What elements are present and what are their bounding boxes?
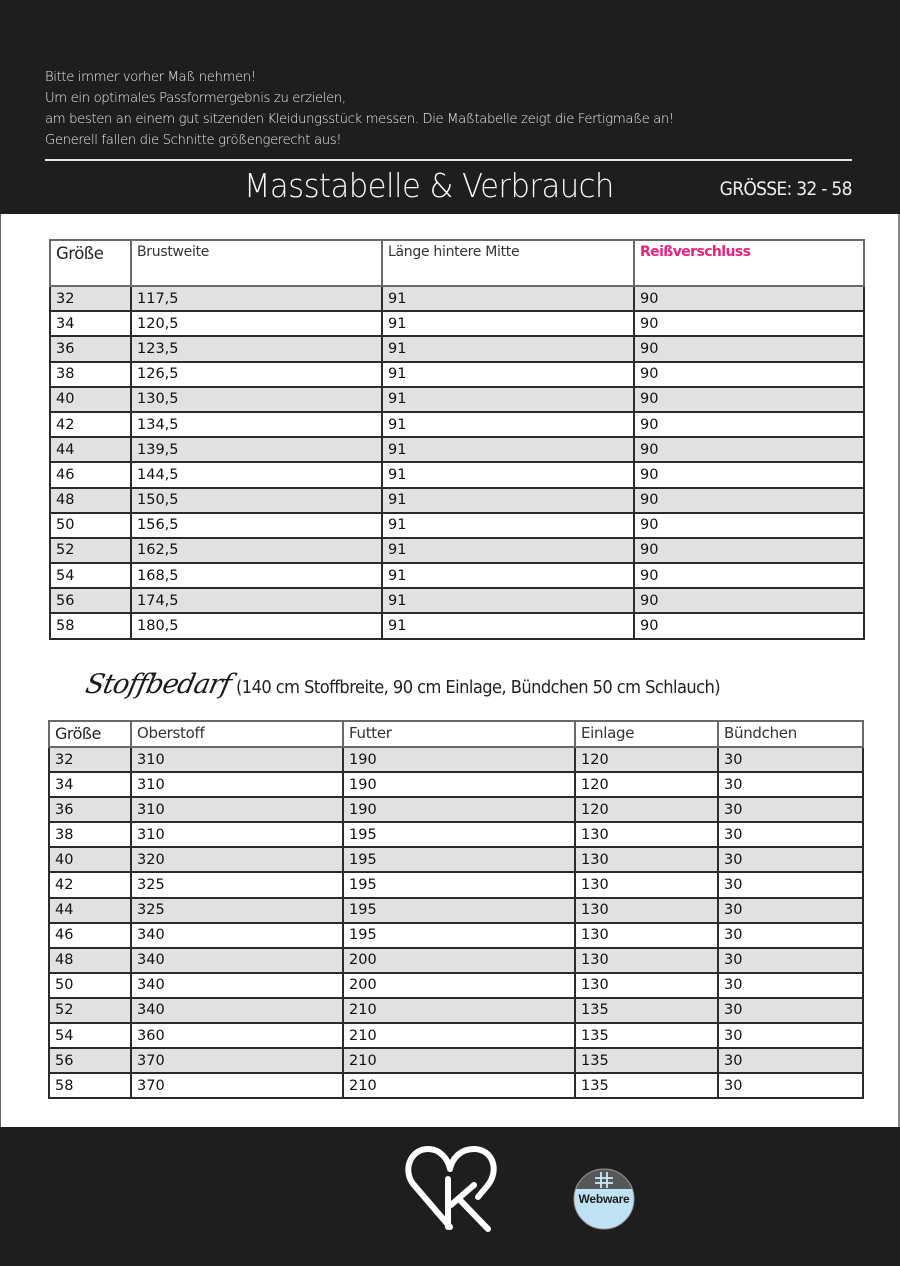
cell-outer-fabric: 360 [131, 1023, 343, 1048]
size-range: GRÖSSE: 32 - 58 [719, 178, 852, 200]
cell-zipper: 90 [634, 462, 864, 487]
table-row [49, 923, 863, 948]
measurement-table-body [50, 286, 864, 639]
cell-outer-fabric: 320 [131, 847, 343, 872]
cell-size: 36 [50, 336, 131, 361]
cell-back-length: 91 [382, 336, 634, 361]
cell-zipper: 90 [634, 437, 864, 462]
cell-zipper: 90 [634, 387, 864, 412]
table-row [50, 538, 864, 563]
table-row [49, 747, 863, 772]
intro-line: Um ein optimales Passformergebnis zu erzielen, [45, 91, 346, 106]
table-row [49, 1073, 863, 1098]
page-title: Masstabelle & Verbrauch [244, 166, 614, 205]
table-row [50, 311, 864, 336]
measurement-table [49, 239, 865, 640]
cell-zipper: 90 [634, 286, 864, 311]
cell-size: 48 [49, 948, 131, 973]
cell-size: 42 [49, 872, 131, 897]
table-row [50, 613, 864, 638]
cell-lining: 195 [343, 923, 575, 948]
cell-back-length: 91 [382, 437, 634, 462]
cell-interfacing: 130 [575, 822, 718, 847]
cell-size: 58 [49, 1073, 131, 1098]
cell-interfacing: 130 [575, 923, 718, 948]
intro-text [45, 67, 805, 151]
cell-cuffs: 30 [718, 872, 863, 897]
cell-zipper: 90 [634, 488, 864, 513]
heart-k-logo-icon [404, 1143, 500, 1235]
cell-chest: 130,5 [131, 387, 382, 412]
table-row [50, 462, 864, 487]
cell-back-length: 91 [382, 613, 634, 638]
header-banner [0, 0, 900, 214]
cell-size: 44 [50, 437, 131, 462]
cell-size: 32 [50, 286, 131, 311]
cell-outer-fabric: 325 [131, 872, 343, 897]
fabric-heading-note: (140 cm Stoffbreite, 90 cm Einlage, Bündchen 50 cm Schlauch) [236, 678, 721, 698]
cell-lining: 195 [343, 872, 575, 897]
webware-badge-label: Webware [578, 1192, 630, 1206]
column-header-zipper: Reißverschluss [634, 240, 864, 286]
cell-back-length: 91 [382, 513, 634, 538]
cell-chest: 168,5 [131, 563, 382, 588]
cell-size: 52 [49, 998, 131, 1023]
cell-outer-fabric: 340 [131, 973, 343, 998]
cell-cuffs: 30 [718, 998, 863, 1023]
cell-chest: 120,5 [131, 311, 382, 336]
cell-chest: 150,5 [131, 488, 382, 513]
cell-interfacing: 130 [575, 973, 718, 998]
cell-outer-fabric: 370 [131, 1048, 343, 1073]
table-row [49, 973, 863, 998]
cell-back-length: 91 [382, 563, 634, 588]
cell-lining: 195 [343, 847, 575, 872]
column-header-size: Größe [49, 721, 131, 747]
cell-interfacing: 130 [575, 872, 718, 897]
cell-back-length: 91 [382, 286, 634, 311]
table-row [49, 822, 863, 847]
cell-chest: 139,5 [131, 437, 382, 462]
cell-chest: 180,5 [131, 613, 382, 638]
cell-size: 38 [49, 822, 131, 847]
cell-cuffs: 30 [718, 822, 863, 847]
cell-outer-fabric: 310 [131, 797, 343, 822]
cell-interfacing: 135 [575, 1048, 718, 1073]
table-row [50, 488, 864, 513]
cell-interfacing: 120 [575, 772, 718, 797]
cell-size: 32 [49, 747, 131, 772]
cell-outer-fabric: 325 [131, 898, 343, 923]
column-header-back-length: Länge hintere Mitte [382, 240, 634, 286]
cell-zipper: 90 [634, 311, 864, 336]
cell-outer-fabric: 310 [131, 747, 343, 772]
cell-size: 40 [49, 847, 131, 872]
column-header-outer-fabric: Oberstoff [131, 721, 343, 747]
cell-interfacing: 135 [575, 998, 718, 1023]
cell-interfacing: 135 [575, 1073, 718, 1098]
cell-lining: 190 [343, 747, 575, 772]
cell-interfacing: 130 [575, 847, 718, 872]
cell-interfacing: 135 [575, 1023, 718, 1048]
cell-back-length: 91 [382, 412, 634, 437]
cell-lining: 210 [343, 998, 575, 1023]
column-header-chest: Brustweite [131, 240, 382, 286]
cell-size: 52 [50, 538, 131, 563]
cell-size: 56 [49, 1048, 131, 1073]
cell-cuffs: 30 [718, 1073, 863, 1098]
fabric-heading-script: Stoffbedarf [82, 669, 234, 700]
cell-size: 34 [50, 311, 131, 336]
cell-back-length: 91 [382, 387, 634, 412]
table-row [49, 948, 863, 973]
table-row [49, 847, 863, 872]
cell-back-length: 91 [382, 538, 634, 563]
intro-line: am besten an einem gut sitzenden Kleidungsstück messen. Die Maßtabelle zeigt die Fertigmaße an! [45, 112, 674, 127]
column-header-cuffs: Bündchen [718, 721, 863, 747]
table-header-row [50, 240, 864, 286]
table-row [50, 286, 864, 311]
column-header-lining: Futter [343, 721, 575, 747]
cell-size: 58 [50, 613, 131, 638]
cell-size: 54 [50, 563, 131, 588]
cell-chest: 162,5 [131, 538, 382, 563]
cell-size: 36 [49, 797, 131, 822]
table-row [49, 872, 863, 897]
cell-back-length: 91 [382, 588, 634, 613]
cell-size: 40 [50, 387, 131, 412]
header-divider [45, 159, 852, 161]
cell-cuffs: 30 [718, 1023, 863, 1048]
cell-cuffs: 30 [718, 747, 863, 772]
fabric-table [48, 720, 864, 1099]
cell-zipper: 90 [634, 613, 864, 638]
cell-outer-fabric: 310 [131, 822, 343, 847]
cell-outer-fabric: 340 [131, 998, 343, 1023]
cell-cuffs: 30 [718, 772, 863, 797]
cell-size: 50 [49, 973, 131, 998]
cell-size: 46 [50, 462, 131, 487]
fabric-section-heading [82, 669, 757, 700]
cell-size: 42 [50, 412, 131, 437]
cell-back-length: 91 [382, 362, 634, 387]
cell-back-length: 91 [382, 462, 634, 487]
cell-size: 38 [50, 362, 131, 387]
table-row [49, 1023, 863, 1048]
cell-lining: 210 [343, 1023, 575, 1048]
table-row [49, 898, 863, 923]
cell-lining: 210 [343, 1073, 575, 1098]
cell-interfacing: 130 [575, 948, 718, 973]
table-row [50, 362, 864, 387]
cell-lining: 210 [343, 1048, 575, 1073]
cell-chest: 134,5 [131, 412, 382, 437]
table-row [49, 772, 863, 797]
cell-back-length: 91 [382, 488, 634, 513]
fabric-table-body [49, 747, 863, 1098]
table-row [50, 513, 864, 538]
cell-outer-fabric: 340 [131, 948, 343, 973]
cell-lining: 200 [343, 948, 575, 973]
cell-size: 44 [49, 898, 131, 923]
table-row [50, 387, 864, 412]
cell-cuffs: 30 [718, 973, 863, 998]
cell-cuffs: 30 [718, 847, 863, 872]
cell-zipper: 90 [634, 362, 864, 387]
cell-cuffs: 30 [718, 923, 863, 948]
table-row [50, 336, 864, 361]
cell-chest: 156,5 [131, 513, 382, 538]
table-row [50, 563, 864, 588]
cell-chest: 144,5 [131, 462, 382, 487]
column-header-interfacing: Einlage [575, 721, 718, 747]
cell-interfacing: 130 [575, 898, 718, 923]
cell-cuffs: 30 [718, 797, 863, 822]
table-row [50, 412, 864, 437]
cell-chest: 126,5 [131, 362, 382, 387]
table-row [49, 998, 863, 1023]
table-row [50, 437, 864, 462]
cell-lining: 195 [343, 898, 575, 923]
table-row [49, 1048, 863, 1073]
cell-zipper: 90 [634, 538, 864, 563]
cell-size: 48 [50, 488, 131, 513]
table-header-row [49, 721, 863, 747]
column-header-size: Größe [50, 240, 131, 286]
cell-back-length: 91 [382, 311, 634, 336]
cell-interfacing: 120 [575, 797, 718, 822]
intro-line: Bitte immer vorher Maß nehmen! [45, 70, 256, 85]
cell-zipper: 90 [634, 563, 864, 588]
cell-size: 34 [49, 772, 131, 797]
cell-lining: 190 [343, 772, 575, 797]
cell-chest: 117,5 [131, 286, 382, 311]
cell-chest: 123,5 [131, 336, 382, 361]
cell-outer-fabric: 310 [131, 772, 343, 797]
cell-lining: 195 [343, 822, 575, 847]
cell-size: 56 [50, 588, 131, 613]
cell-zipper: 90 [634, 336, 864, 361]
cell-interfacing: 120 [575, 747, 718, 772]
cell-cuffs: 30 [718, 1048, 863, 1073]
cell-zipper: 90 [634, 412, 864, 437]
cell-outer-fabric: 370 [131, 1073, 343, 1098]
cell-chest: 174,5 [131, 588, 382, 613]
cell-size: 46 [49, 923, 131, 948]
intro-line: Generell fallen die Schnitte größengerecht aus! [45, 133, 342, 148]
cell-cuffs: 30 [718, 948, 863, 973]
cell-outer-fabric: 340 [131, 923, 343, 948]
cell-size: 50 [50, 513, 131, 538]
cell-lining: 200 [343, 973, 575, 998]
table-row [50, 588, 864, 613]
table-row [49, 797, 863, 822]
cell-cuffs: 30 [718, 898, 863, 923]
cell-size: 54 [49, 1023, 131, 1048]
cell-lining: 190 [343, 797, 575, 822]
cell-zipper: 90 [634, 513, 864, 538]
cell-zipper: 90 [634, 588, 864, 613]
